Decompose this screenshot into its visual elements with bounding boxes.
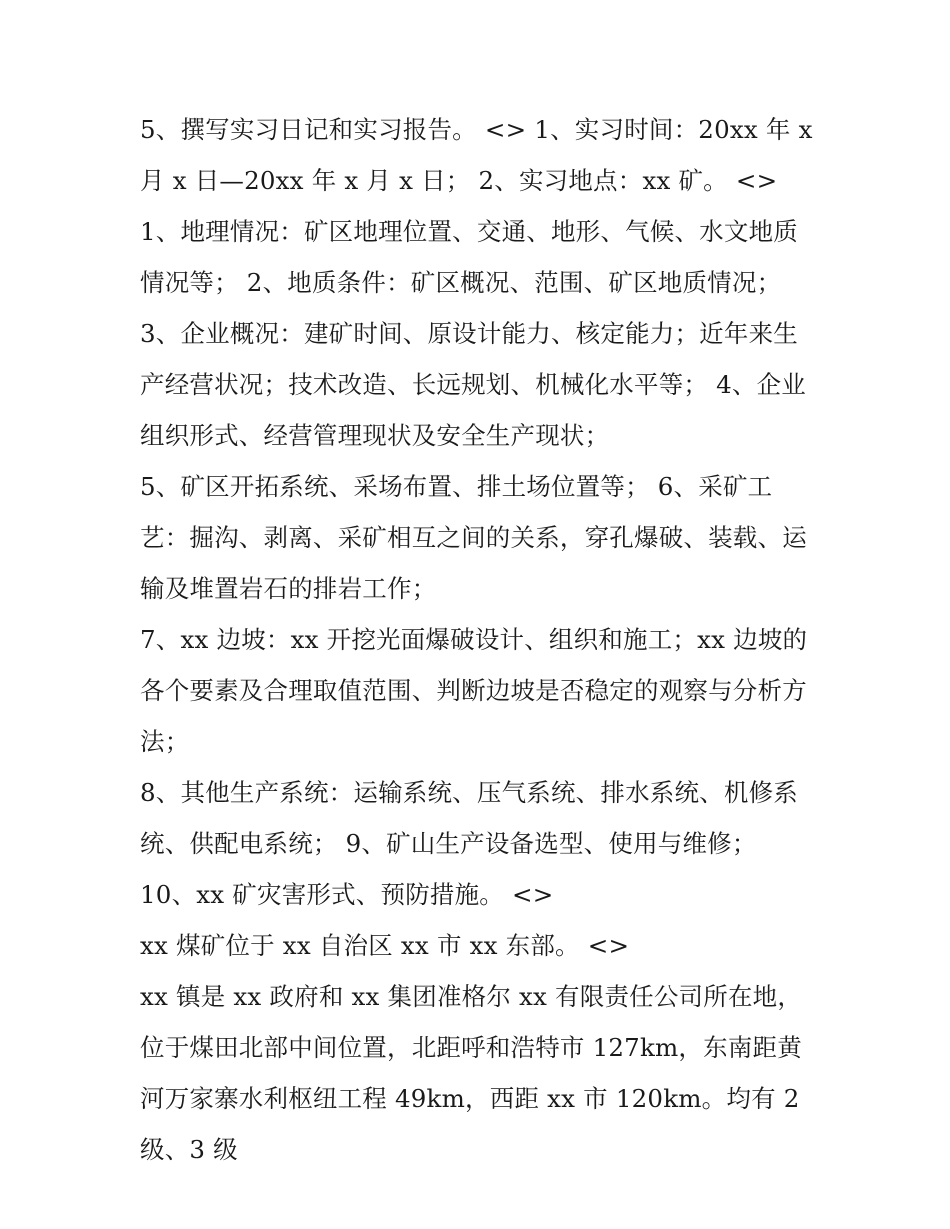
paragraph-enterprise-overview: 3、企业概况：建矿时间、原设计能力、核定能力；近年来生产经营状况；技术改造、长远规划、机械化水平等； 4、企业组织形式、经营管理现状及安全生产现状； [140,319,806,450]
paragraph-disasters: 10、xx 矿灾害形式、预防措施。 <> [140,880,554,909]
paragraph-slope: 7、xx 边坡：xx 开挖光面爆破设计、组织和施工；xx 边坡的各个要素及合理取值范围、判断边坡是否稳定的观察与分析方法； [140,625,808,756]
paragraph-town-description: xx 镇是 xx 政府和 xx 集团准格尔 xx 有限责任公司所在地，位于煤田北部中间位置，北距呼和浩特市 127km，东南距黄河万家寨水利枢纽工程 49km，西距 xx 市 120km。均有 2 级、3 级 [140,982,803,1164]
paragraph-internship-tasks: 5、撰写实习日记和实习报告。 <> 1、实习时间：20xx 年 x 月 x 日—20xx 年 x 月 x 日； 2、实习地点：xx 矿。 <> [140,115,813,195]
paragraph-geography: 1、地理情况：矿区地理位置、交通、地形、气候、水文地质情况等； 2、地质条件：矿区概况、范围、矿区地质情况； [140,217,798,297]
document-body [140,104,815,1175]
paragraph-mining-system: 5、矿区开拓系统、采场布置、排土场位置等； 6、采矿工艺：掘沟、剥离、采矿相互之间的关系，穿孔爆破、装载、运输及堆置岩石的排岩工作； [140,472,807,603]
paragraph-mine-location: xx 煤矿位于 xx 自治区 xx 市 xx 东部。 <> [140,931,630,960]
paragraph-other-systems: 8、其他生产系统：运输系统、压气系统、排水系统、机修系统、供配电系统； 9、矿山生产设备选型、使用与维修； [140,778,798,858]
